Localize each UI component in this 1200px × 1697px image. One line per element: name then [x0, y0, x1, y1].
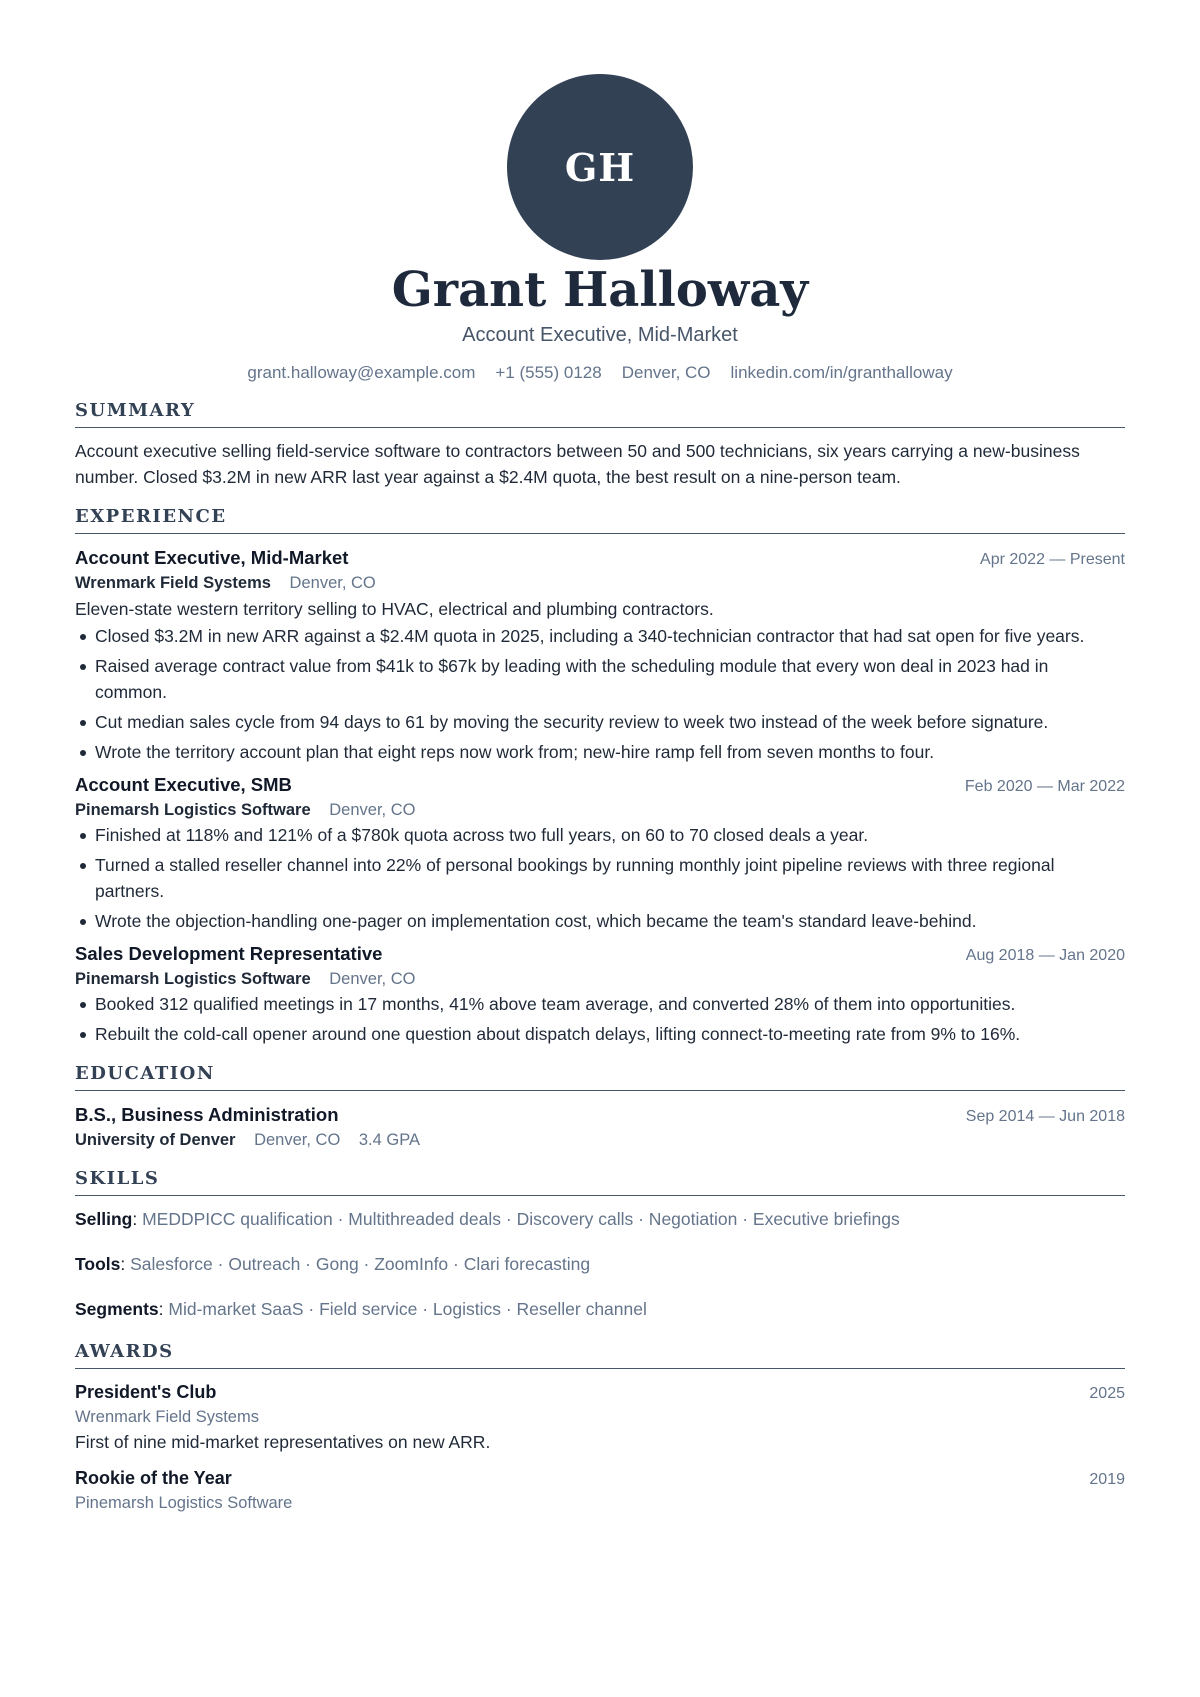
job-entry	[75, 544, 1125, 765]
job-bullet: Rebuilt the cold-call opener around one question about dispatch delays, lifting connect-to-meeting rate from 9% to 16%.	[75, 1021, 1125, 1047]
job-company: Wrenmark Field Systems	[75, 574, 271, 592]
skill-category: Selling	[75, 1209, 133, 1229]
school-location: Denver, CO	[254, 1131, 341, 1149]
section-heading: SKILLS	[75, 1168, 1125, 1196]
job-entry	[75, 771, 1125, 934]
skill-group: Segments: Mid-market SaaS · Field service · Logistics · Reseller channel	[75, 1299, 647, 1319]
summary-section	[75, 400, 1125, 490]
contact-phone: +1 (555) 0128	[495, 363, 602, 382]
job-dates: Aug 2018 — Jan 2020	[965, 947, 1125, 964]
summary-text: Account executive selling field-service software to contractors between 50 and 500 technicians, six years carrying a new-business number. Closed $3.2M in new ARR last year against a $2.4M quota, the best result on a nine-person team.	[75, 441, 1080, 487]
experience-section	[75, 506, 1125, 1047]
degree: B.S., Business Administration	[75, 1104, 339, 1125]
job-bullet: Closed $3.2M in new ARR against a $2.4M quota in 2025, including a 340-technician contractor that had sat open for five years.	[75, 623, 1125, 649]
job-bullet: Cut median sales cycle from 94 days to 61 by moving the security review to week two instead of the week before signature.	[75, 709, 1125, 735]
job-description: Eleven-state western territory selling to HVAC, electrical and plumbing contractors.	[75, 599, 714, 619]
avatar-initials: GH	[564, 144, 636, 190]
contact-linkedin[interactable]: linkedin.com/in/granthalloway	[730, 363, 953, 382]
job-location: Denver, CO	[289, 574, 376, 592]
award-organization: Wrenmark Field Systems	[75, 1408, 259, 1426]
job-bullet: Turned a stalled reseller channel into 22% of personal bookings by running monthly joint pipeline reviews with three regional partners.	[75, 852, 1125, 904]
job-bullets	[75, 822, 1125, 934]
award-entry	[75, 1465, 1125, 1515]
skill-group: Selling: MEDDPICC qualification · Multithreaded deals · Discovery calls · Negotiation · Executive briefings	[75, 1209, 900, 1229]
awards-section	[75, 1341, 1125, 1515]
skill-items: MEDDPICC qualification · Multithreaded deals · Discovery calls · Negotiation · Executive briefings	[142, 1209, 900, 1229]
job-bullet: Booked 312 qualified meetings in 17 months, 41% above team average, and converted 28% of them into opportunities.	[75, 991, 1125, 1017]
job-role: Sales Development Representative	[75, 943, 383, 964]
job-dates: Apr 2022 — Present	[980, 551, 1125, 568]
resume-header	[75, 0, 1125, 384]
candidate-title: Account Executive, Mid-Market	[462, 324, 738, 346]
job-entry	[75, 940, 1125, 1047]
job-bullet: Wrote the objection-handling one-pager on implementation cost, which became the team's standard leave-behind.	[75, 908, 1125, 934]
award-year: 2019	[1089, 1471, 1125, 1488]
candidate-name: Grant Halloway	[391, 262, 809, 318]
job-location: Denver, CO	[329, 801, 416, 819]
award-name: President's Club	[75, 1382, 217, 1402]
section-heading: EXPERIENCE	[75, 506, 1125, 534]
education-section	[75, 1063, 1125, 1152]
award-organization: Pinemarsh Logistics Software	[75, 1494, 293, 1512]
gpa: 3.4 GPA	[358, 1131, 421, 1149]
avatar	[507, 74, 693, 260]
award-year: 2025	[1089, 1385, 1125, 1402]
education-entry	[75, 1101, 1125, 1152]
job-company: Pinemarsh Logistics Software	[75, 970, 311, 988]
job-bullet: Raised average contract value from $41k to $67k by leading with the scheduling module that every won deal in 2023 had in common.	[75, 653, 1125, 705]
contact-line	[75, 362, 1125, 384]
job-bullets	[75, 991, 1125, 1047]
school-name: University of Denver	[75, 1131, 236, 1149]
contact-location: Denver, CO	[621, 363, 711, 382]
job-role: Account Executive, Mid-Market	[75, 547, 349, 568]
job-company: Pinemarsh Logistics Software	[75, 801, 311, 819]
job-bullet: Finished at 118% and 121% of a $780k quota across two full years, on 60 to 70 closed deals a year.	[75, 822, 1125, 848]
job-location: Denver, CO	[329, 970, 416, 988]
award-description: First of nine mid-market representatives on new ARR.	[75, 1432, 491, 1452]
job-bullets	[75, 623, 1125, 765]
education-dates: Sep 2014 — Jun 2018	[965, 1108, 1125, 1125]
skills-section	[75, 1168, 1125, 1322]
skill-group: Tools: Salesforce · Outreach · Gong · ZoomInfo · Clari forecasting	[75, 1254, 591, 1274]
skill-category: Segments	[75, 1299, 159, 1319]
skill-items: Mid-market SaaS · Field service · Logistics · Reseller channel	[168, 1299, 647, 1319]
skill-items: Salesforce · Outreach · Gong · ZoomInfo · Clari forecasting	[130, 1254, 591, 1274]
section-heading: EDUCATION	[75, 1063, 1125, 1091]
award-name: Rookie of the Year	[75, 1468, 232, 1488]
skill-category: Tools	[75, 1254, 121, 1274]
section-heading: SUMMARY	[75, 400, 1125, 428]
job-role: Account Executive, SMB	[75, 774, 292, 795]
job-dates: Feb 2020 — Mar 2022	[964, 778, 1125, 795]
section-heading: AWARDS	[75, 1341, 1125, 1369]
award-entry	[75, 1379, 1125, 1455]
contact-email[interactable]: grant.halloway@example.com	[247, 363, 476, 382]
job-bullet: Wrote the territory account plan that eight reps now work from; new-hire ramp fell from seven months to four.	[75, 739, 1125, 765]
